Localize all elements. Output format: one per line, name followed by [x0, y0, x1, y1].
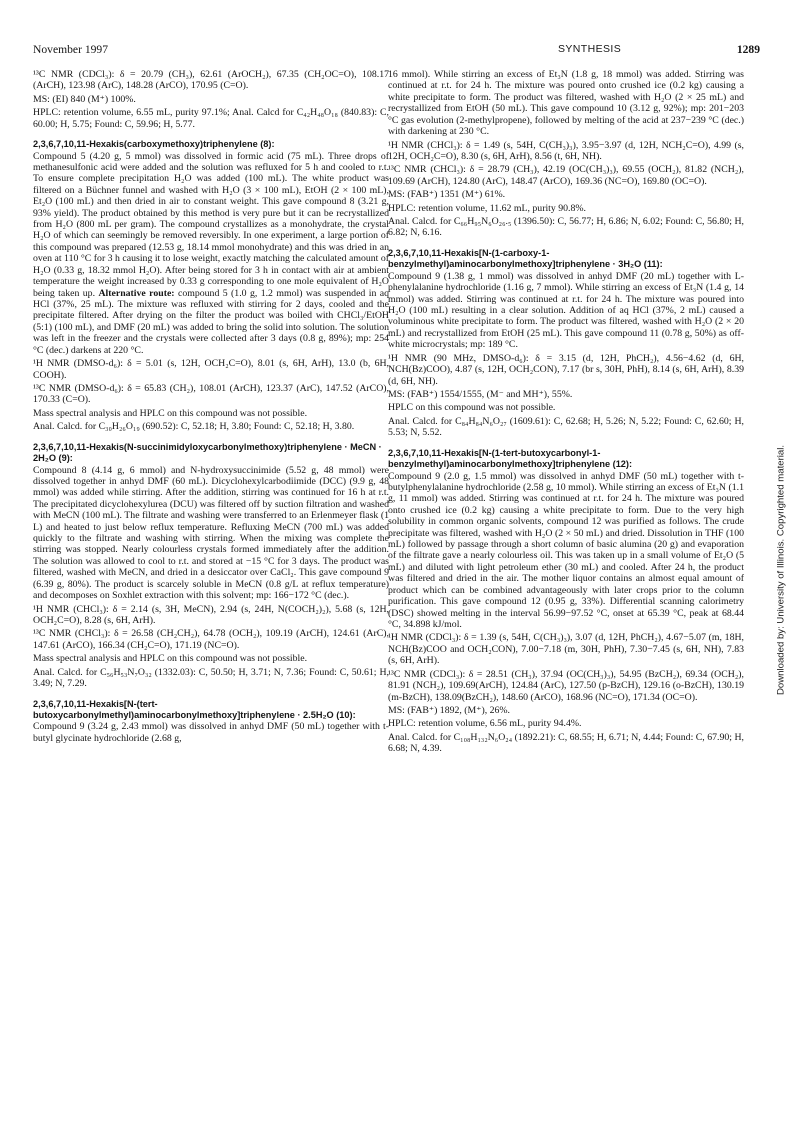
- text-paragraph: ¹³C NMR (CHCl₃): δ = 26.58 (CH₂CH₂), 64.78 (OCH₂), 109.19 (ArCH), 124.61 (ArC), 147.61 (ArCO), 166.34 (CH₂C=O), 171.19 (NC=O).: [33, 628, 389, 651]
- paragraph-text-continued: compound 5 (1.0 g, 1.2 mmol) was suspended in aq HCl (37%, 25 mL). The mixture was refluxed with stirring for 2 days, cooled and the precipitate filtered. After drying on the filter the product was boiled with CHCl₃/EtOH (5:1) (100 mL), and DMF (20 mL) was added to bring the solid into solution. The solution was left in the freezer and the crystals were collected after 3 days (0.8 g, 89%); mp: 254 °C (dec.) darkens at 220 °C.: [33, 287, 389, 356]
- text-paragraph: ¹H NMR (DMSO-d₆): δ = 5.01 (s, 12H, OCH₂C=O), 8.01 (s, 6H, ArH), 13.0 (b, 6H, COOH).: [33, 358, 389, 381]
- download-note: Downloaded by: University of Illinois. Copyrighted material.: [775, 444, 787, 696]
- text-paragraph: Compound 8 (4.14 g, 6 mmol) and N-hydroxysuccinimide (5.52 g, 48 mmol) were dissolved together in anhyd DMF (60 mL). Dicyclohexylcarbodiimide (DCC) (9.9 g, 48 mmol) was added while stirring. After the addition, stirring was continued for 16 h at r.t. The precipitated dicyclohexylurea (DCU) was filtered off by suction filtration and washed with MeCN (100 mL). The filtrate and washing were transferred to an Erlenmeyer flask (1 L) and heated to just below reflux temperature. Refluxing MeCN (700 mL) was added quickly to the filtrate and washing with stirring. When the mixing was complete the stirring was stopped. Nearly colourless crystals formed immediately after the addition. The solution was allowed to cool to r.t. and stored at −15 °C for 3 days. The product was filtered, washed with MeCN, and dried in a desiccator over CaCl₂. This gave compound 9 (6.39 g, 80%). The product is scarcely soluble in MeCN (0.8 g/L at reflux temperature) and decomposes on Soxhlet extraction with this solvent; mp: 166−172 °C (dec.).: [33, 464, 389, 602]
- text-paragraph: MS: (FAB⁺) 1892, (M⁺), 26%.: [388, 704, 511, 716]
- text-paragraph: Anal. Calcd. for C₁₀₈H₁₃₂N₆O₂₄ (1892.21): C, 68.55; H, 6.71; N, 4.44; Found: C, 67.90; H, 6.68; N, 4.39.: [388, 731, 744, 755]
- text-paragraph: ¹H NMR (CDCl₃): δ = 1.39 (s, 54H, C(CH₃)₃), 3.07 (d, 12H, PhCH₂), 4.67−5.07 (m, 18H, NCH(Bz)COO and OCH₂CON), 7.00−7.18 (m, 30H, PhH), 7.30−7.45 (s, 6H, NH), 7.83 (s, 6H, ArH).: [388, 632, 744, 667]
- paragraph-text: Compound 5 (4.20 g, 5 mmol) was dissolved in formic acid (75 mL). Three drops of methanesulfonic acid were added and the solution was refluxed for 5 h and cooled to r.t. To ensure complete precipitation H₂O was added (100 mL). The white product was filtered on a Büchner funnel and washed with H₂O (3 × 100 mL), EtOH (2 × 100 mL), Et₂O (100 mL) and then dried in air to constant weight. This gave compound 8 (3.21 g, 93% yield). The product obtained by this method is very pure but it can be recrystallized from H₂O (800 mL per gram). The compound crystallizes as a monohydrate, the crystal H₂O of which can seemingly be removed reversibly. In one experiment, a large portion of this compound was prepared (12.53 g, 18.14 mmol monohydrate) and this was dried in an oven at 110 °C for 3 h causing it to lose weight, exactly matching the calculated amount of H₂O (0.33 g, 18.32 mmol H₂O). After being stored for 3 h in contact with air at ambient temperature the weight increased by 0.33 g corresponding to one mole equivalent of H₂O being taken up.: [33, 150, 389, 299]
- text-paragraph: Anal. Calcd. for C₆₆H₉₅N₆O₂₆.₅ (1396.50): C, 56.77; H, 6.86; N, 6.02; Found: C, 56.80; H, 6.82; N, 6.16.: [388, 216, 744, 239]
- text-paragraph: HPLC: retention volume, 11.62 mL, purity 90.8%.: [388, 202, 587, 214]
- text-paragraph: ¹H NMR (CHCl₃): δ = 2.14 (s, 3H, MeCN), 2.94 (s, 24H, N(COCH₂)₂), 5.68 (s, 12H, OCH₂C=O), 8.28 (s, 6H, ArH).: [33, 603, 389, 626]
- text-paragraph: Compound 9 (2.0 g, 1.5 mmol) was dissolved in anhyd DMF (50 mL) together with t-butylphenylalanine hydrochloride (2.58 g, 10 mmol). While stirring an excess of Et₃N (1.1 g, 11 mmol) was added. Stirring was continued at r.t. for 24 h. The mixture was poured onto crushed ice (0.2 kg) causing a white precipitate to form. Due to the very high solubility in common organic solvents, compound 12 was purified as follows. The crude precipitate was filtered, washed with H₂O (2 × 50 mL) and dried. Dissolution in THF (100 mL) followed by passage through a short column of basic alumina (20 g) and evaporation of the filtrate gave a nearly colourless oil. This was taken up in a small volume of Et₂O (5 mL) and diluted with light petroleum ether (30 mL) and cooled. After 24 h, the product was filtered and dried in the air. The mother liquor contains an almost equal amount of product which can be combined advantageously with later crops prior to the column purification. This gave compound 12 (0.95 g, 33%). Differential scanning calorimetry (DSC) showed melting in the interval 56.99−97.52 °C, onset at 65.39 °C, peak at 68.44 °C, 34.898 kJ/mol.: [388, 470, 744, 630]
- text-paragraph: MS: (EI) 840 (M⁺) 100%.: [33, 93, 136, 105]
- alternative-route-label: Alternative route:: [98, 287, 175, 299]
- text-paragraph: Compound 9 (1.38 g, 1 mmol) was dissolved in anhyd DMF (20 mL) together with L-phenylalanine hydrochloride (1.16 g, 7 mmol). While stirring an excess of Et₃N (1.4 g, 14 mmol) was added. Stirring was continued at r.t. for 24 h. The mixture was poured into H₂O (100 mL) resulting in a clear solution. Addition of aq HCl (37%, 2 mL) caused a voluminous white precipitate to form. The product was filtered, washed with H₂O (2 × 20 mL) and recrystallized from EtOH (25 mL). This gave compound 11 (0.78 g, 50%) as off-white microcrystals; mp: 189 °C.: [388, 270, 744, 351]
- compound-heading: 2,3,6,7,10,11-Hexakis[N-(tert-butoxycarbonylmethyl)aminocarbonylmethoxy]triphenylene · 2.5H₂O (10):: [33, 698, 356, 720]
- page-header: [33, 43, 760, 59]
- text-paragraph: ¹H NMR (CHCl₃): δ = 1.49 (s, 54H, C(CH₃)₃), 3.95−3.97 (d, 12H, NCH₂C=O), 4.99 (s, 12H, OCH₂C=O), 8.30 (s, 6H, ArH), 8.56 (t, 6H, NH).: [388, 139, 744, 162]
- text-paragraph: Mass spectral analysis and HPLC on this compound was not possible.: [33, 407, 308, 419]
- text-paragraph: MS: (FAB⁺) 1554/1555, (M⁻ and MH⁺), 55%.: [388, 388, 573, 400]
- compound-heading: 2,3,6,7,10,11-Hexakis(N-succinimidyloxycarbonylmethoxy)triphenylene · MeCN · 2H₂O (9):: [33, 441, 382, 464]
- text-paragraph: Compound 9 (3.24 g, 2.43 mmol) was dissolved in anhyd DMF (50 mL) together with t-butyl glycinate hydrochloride (2.68 g,: [33, 721, 389, 744]
- text-paragraph: Mass spectral analysis and HPLC on this compound was not possible.: [33, 653, 308, 665]
- text-paragraph: Anal. Calcd. for C₈₄H₈₄N₆O₂₇ (1609.61): C, 62.68; H, 5.26; N, 5.22; Found: C, 62.60; H, 5.53; N, 5.52.: [388, 415, 744, 439]
- left-column: [33, 69, 389, 746]
- download-watermark: [775, 360, 787, 780]
- compound-heading: 2,3,6,7,10,11-Hexakis[N-(1-carboxy-1-benzylmethyl)aminocarbonylmethoxy]triphenylene · 3H₂O (11):: [388, 247, 663, 270]
- compound-heading: 2,3,6,7,10,11-Hexakis(carboxymethoxy)triphenylene (8):: [33, 139, 275, 150]
- text-paragraph: HPLC: retention volume, 6.56 mL, purity 94.4%.: [388, 718, 582, 730]
- text-paragraph: ¹H NMR (90 MHz, DMSO-d₆): δ = 3.15 (d, 12H, PhCH₂), 4.56−4.62 (d, 6H, NCH(Bz)COO), 4.87 (s, 12H, OCH₂CON), 7.17 (br s, 30H, PhH), 8.14 (s, 6H, ArH), 8.39 (d, 6H, NH).: [388, 352, 744, 387]
- text-paragraph: [33, 151, 389, 357]
- text-paragraph: HPLC on this compound was not possible.: [388, 402, 556, 414]
- page-number: 1289: [736, 43, 760, 56]
- text-paragraph: ¹³C NMR (CDCl₃): δ = 28.51 (CH₃), 37.94 (OC(CH₃)₃), 54.95 (BzCH₂), 69.34 (OCH₂), 81.91 (NCH₂), 109.69(ArCH), 124.84 (ArC), 127.50 (p-BzCH), 129.16 (o-BzCH), 130.19 (m-BzCH), 138.09(BzCH₂), 148.60 (ArCO), 168.96 (NC=O), 171.34 (OC=O).: [388, 668, 744, 703]
- text-paragraph: HPLC: retention volume, 6.55 mL, purity 97.1%; Anal. Calcd for C₄₂H₄₈O₁₈ (840.83): C, 60.00; H, 5.75; Found: C, 59.96; H, 5.77.: [33, 107, 389, 130]
- text-paragraph: 16 mmol). While stirring an excess of Et₃N (1.8 g, 18 mmol) was added. Stirring was continued at r.t. for 24 h. The mixture was poured onto crushed ice (0.2 kg) causing a white precipitate to form. The product was filtered, washed with H₂O (2 × 25 mL) and recrystallized from EtOH (50 mL). This gave compound 10 (3.12 g, 92%); mp: 201−203 °C gas evolution (2-methylpropene), followed by melting of the acid at 237−239 °C (dec.) with darkening at 230 °C.: [388, 69, 744, 138]
- compound-heading: 2,3,6,7,10,11-Hexakis[N-(1-tert-butoxycarbonyl-1-benzylmethyl)aminocarbonylmethoxy]triphenylene (12):: [388, 447, 633, 470]
- text-paragraph: MS: (FAB⁺) 1351 (M⁺) 61%.: [388, 189, 506, 201]
- journal-name: SYNTHESIS: [558, 43, 622, 55]
- text-paragraph: Anal. Calcd. for C₃₀H₂₆O₁₉ (690.52): C, 52.18; H, 3.80; Found: C, 52.18; H, 3.80.: [33, 421, 355, 433]
- text-paragraph: Anal. Calcd. for C₅₆H₅₃N₇O₃₂ (1332.03): C, 50.50; H, 3.71; N, 7.36; Found: C, 50.61; H, 3.49; N, 7.29.: [33, 666, 389, 690]
- text-paragraph: ¹³C NMR (CDCl₃): δ = 20.79 (CH₃), 62.61 (ArOCH₂), 67.35 (CH₂OC=O), 108.17 (ArCH), 123.98 (ArC), 148.28 (ArCO), 170.95 (C=O).: [33, 69, 389, 92]
- issue-date: November 1997: [33, 43, 109, 56]
- text-paragraph: ¹³C NMR (CHCl₃): δ = 28.79 (CH₃), 42.19 (OC(CH₃)₃), 69.55 (OCH₂), 81.82 (NCH₂), 109.69 (ArCH), 124.80 (ArC), 148.47 (ArCO), 169.36 (NC=O), 169.80 (OC=O).: [388, 164, 744, 187]
- text-paragraph: ¹³C NMR (DMSO-d₆): δ = 65.83 (CH₂), 108.01 (ArCH), 123.37 (ArC), 147.52 (ArCO), 170.33 (C=O).: [33, 382, 389, 406]
- right-column: [388, 69, 744, 757]
